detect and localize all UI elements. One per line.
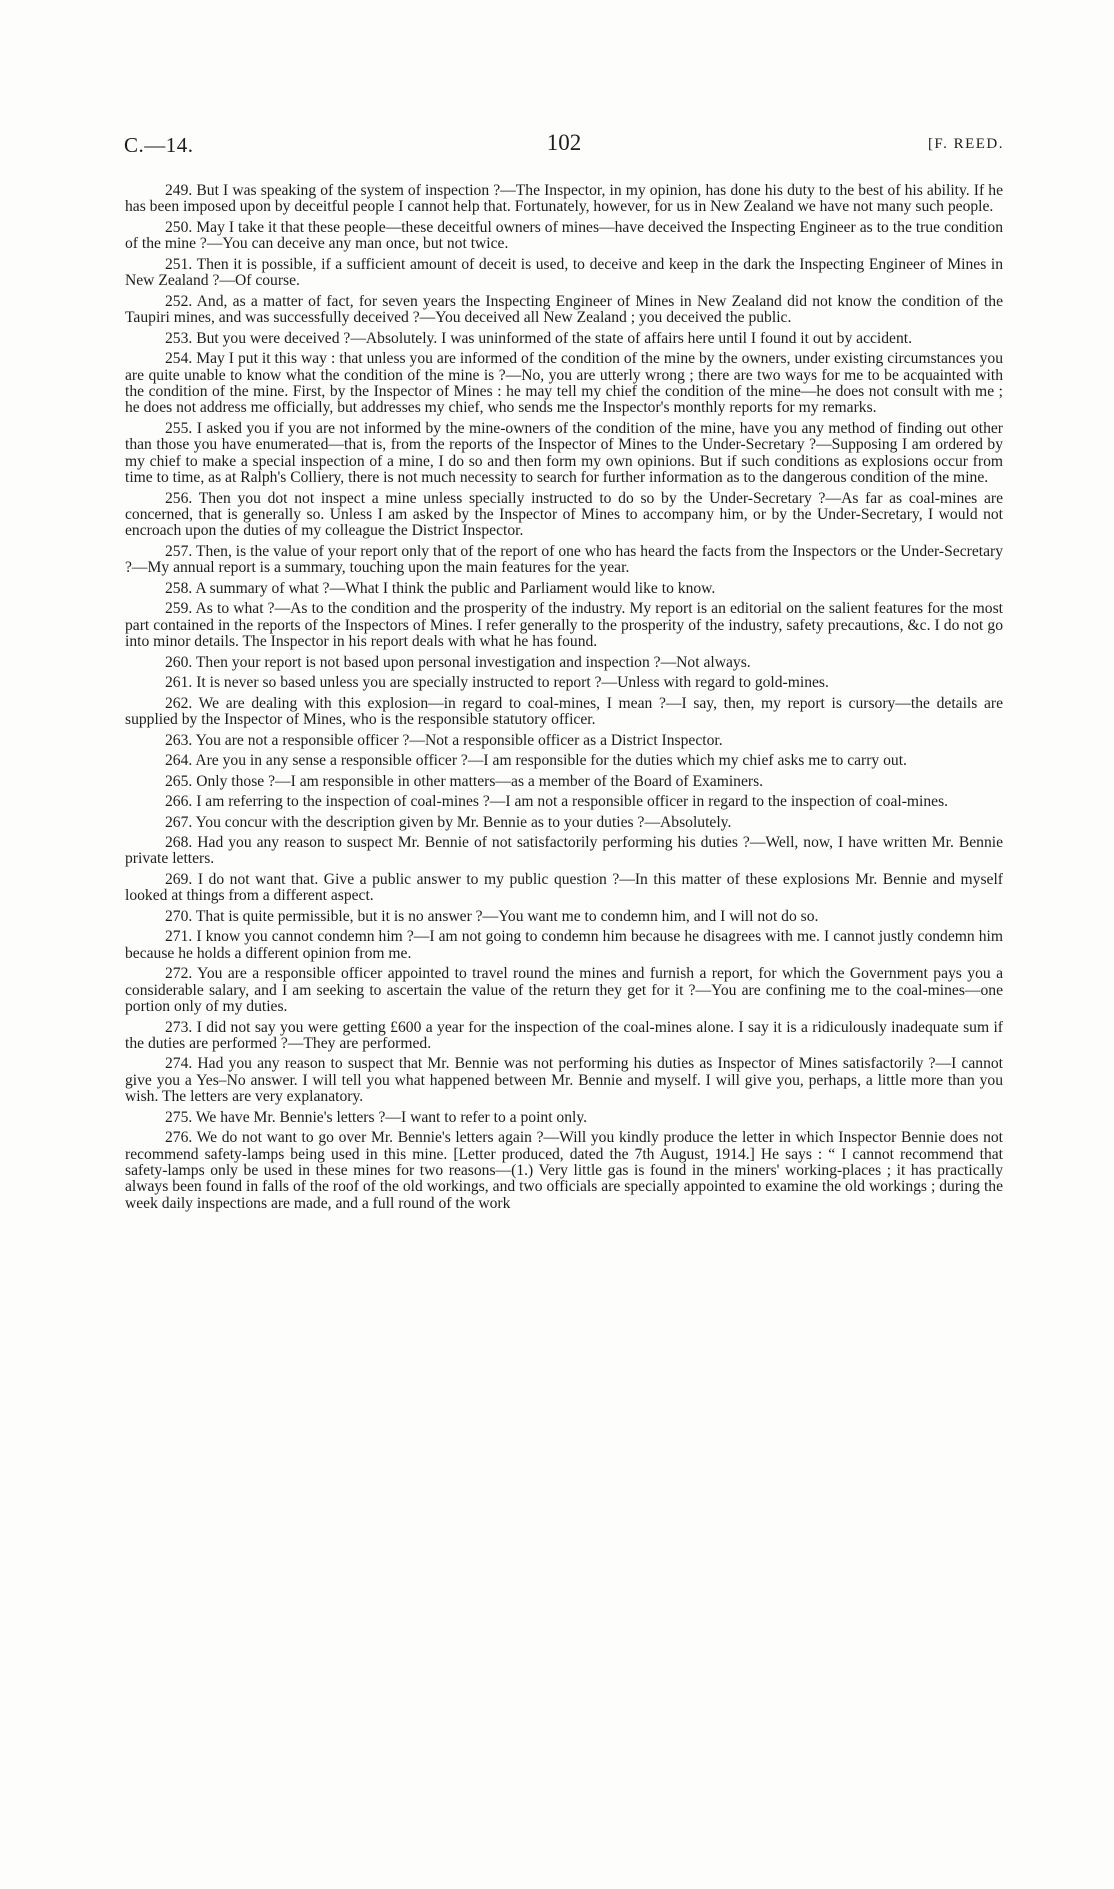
paragraph-262: 262. We are dealing with this explosion—in regard to coal-mines, I mean ?—I say, then, my report is cursory—the details are supplied by the Inspector of Mines, who is the responsible statutory officer. (125, 694, 1003, 728)
paragraph-273: 273. I did not say you were getting £600 a year for the inspection of the coal-mines alone. I say it is a ridiculously inadequate sum if the duties are performed ?—They are performed. (125, 1018, 1003, 1052)
paragraph-269: 269. I do not want that. Give a public answer to my public question ?—In this matter of these explosions Mr. Bennie and myself looked at things from a different aspect. (125, 870, 1003, 905)
paragraph-271: 271. I know you cannot condemn him ?—I am not going to condemn him because he disagrees with me. I cannot justly condemn him because he holds a different opinion from me. (125, 928, 1003, 962)
paragraph-267: 267. You concur with the description given by Mr. Bennie as to your duties ?—Absolutely. (165, 813, 732, 831)
page-header (124, 130, 1004, 163)
paragraph-253: 253. But you were deceived ?—Absolutely. I was uninformed of the state of affairs here until I found it out by accident. (165, 329, 912, 347)
testimony-body (125, 183, 1003, 1216)
paragraph-265: 265. Only those ?—I am responsible in other matters—as a member of the Board of Examiners. (165, 772, 764, 790)
paragraph-272: 272. You are a responsible officer appointed to travel round the mines and furnish a report, for which the Government pays you a considerable salary, and I am seeking to ascertain the value of the return they get for it ?—You are confining me to the coal-mines—one portion only of my duties. (125, 965, 1003, 1016)
paragraph-250: 250. May I take it that these people—these deceitful owners of mines—have deceived the Inspecting Engineer as to the true condition of the mine ?—You can deceive any man once, but not twice. (125, 218, 1003, 253)
paragraph-251: 251. Then it is possible, if a sufficient amount of deceit is used, to deceive and keep in the dark the Inspecting Engineer of Mines in New Zealand ?—Of course. (125, 255, 1003, 290)
paragraph-276: 276. We do not want to go over Mr. Bennie's letters again ?—Will you kindly produce the letter in which Inspector Bennie does not recommend safety-lamps being used in this mine. [Letter produced, dated the 7th August, 1914.] He says : “ I cannot recommend that safety-lamps only be used in these mines for two reasons—(1.) Very little gas is found in the miners' working-places ; it has practically always been found in falls of the roof of the old workings, and two officials are specially appointed to examine the old workings ; during the week daily inspections are made, and a full round of the work (125, 1129, 1003, 1212)
paper-reference: C.—14. (124, 133, 194, 157)
paragraph-270: 270. That is quite permissible, but it is no answer ?—You want me to condemn him, and I will not do so. (165, 907, 819, 925)
paragraph-259: 259. As to what ?—As to the condition and the prosperity of the industry. My report is an editorial on the salient features for the most part contained in the reports of the Inspectors of Mines. I refer generally to the prosperity of the industry, safety precautions, &c. I do not go into minor details. The Inspector in his report deals with what he has found. (125, 600, 1003, 651)
paragraph-258: 258. A summary of what ?—What I think the public and Parliament would like to know. (165, 579, 716, 597)
paragraph-261: 261. It is never so based unless you are specially instructed to report ?—Unless with regard to gold-mines. (165, 674, 829, 692)
paragraph-274: 274. Had you any reason to suspect that Mr. Bennie was not performing his duties as Inspector of Mines satisfactorily ?—I cannot give you a Yes–No answer. I will tell you what happened between Mr. Bennie and myself. I will give you, perhaps, a little more than you wish. The letters are very explanatory. (125, 1055, 1003, 1106)
paragraph-255: 255. I asked you if you are not informed by the mine-owners of the condition of the mine, have you any method of finding out other than those you have enumerated—that is, from the reports of the Inspector of Mines to the Under-Secretary ?—Supposing I am ordered by my chief to make a special inspection of a mine, I do so and then form my own opinions. But if such conditions as explosions occur from time to time, as at Ralph's Colliery, there is not much necessity to search for further information as to the dangerous condition of the mine. (125, 419, 1003, 487)
paragraph-264: 264. Are you in any sense a responsible officer ?—I am responsible for the duties which my chief asks me to carry out. (165, 752, 907, 769)
paragraph-254: 254. May I put it this way : that unless you are informed of the condition of the mine by the owners, under existing circumstances you are quite unable to know what the condition of the mine is ?—No, you are utterly wrong ; there are two ways for me to be acquainted with the condition of the mine. First, by the Inspector of Mines : he may tell my chief the condition of the mine—he does not consult with me ; he does not address me officially, but addresses my chief, who sends me the Inspector's monthly reports for my remarks. (125, 350, 1003, 417)
page-number: 102 (546, 130, 582, 155)
paragraph-266: 266. I am referring to the inspection of coal-mines ?—I am not a responsible officer in regard to the inspection of coal-mines. (165, 793, 949, 810)
paragraph-260: 260. Then your report is not based upon personal investigation and inspection ?—Not always. (165, 653, 751, 671)
paragraph-275: 275. We have Mr. Bennie's letters ?—I want to refer to a point only. (165, 1108, 588, 1126)
paragraph-256: 256. Then you dot not inspect a mine unless specially instructed to do so by the Under-Secretary ?—As far as coal-mines are concerned, that is generally so. Unless I am asked by the Inspector of Mines to accompany him, or by the Under-Secretary, I would not encroach upon the duties of my colleague the District Inspector. (125, 489, 1003, 540)
paragraph-252: 252. And, as a matter of fact, for seven years the Inspecting Engineer of Mines in New Zealand did not know the condition of the Taupiri mines, and was successfully deceived ?—You deceived all New Zealand ; you deceived the public. (125, 292, 1003, 327)
witness-name: [F. REED. (927, 136, 1004, 152)
paragraph-257: 257. Then, is the value of your report only that of the report of one who has heard the facts from the Inspectors or the Under-Secretary ?—My annual report is a summary, touching upon the main features for the year. (125, 542, 1003, 577)
paragraph-249: 249. But I was speaking of the system of inspection ?—The Inspector, in my opinion, has done his duty to the best of his ability. If he has been imposed upon by deceitful people I cannot help that. Fortunately, however, for us in New Zealand we have not many such people. (125, 182, 1003, 216)
paragraph-268: 268. Had you any reason to suspect Mr. Bennie of not satisfactorily performing his duties ?—Well, now, I have written Mr. Bennie private letters. (125, 834, 1003, 868)
paragraph-263: 263. You are not a responsible officer ?—Not a responsible officer as a District Inspector. (165, 731, 723, 749)
